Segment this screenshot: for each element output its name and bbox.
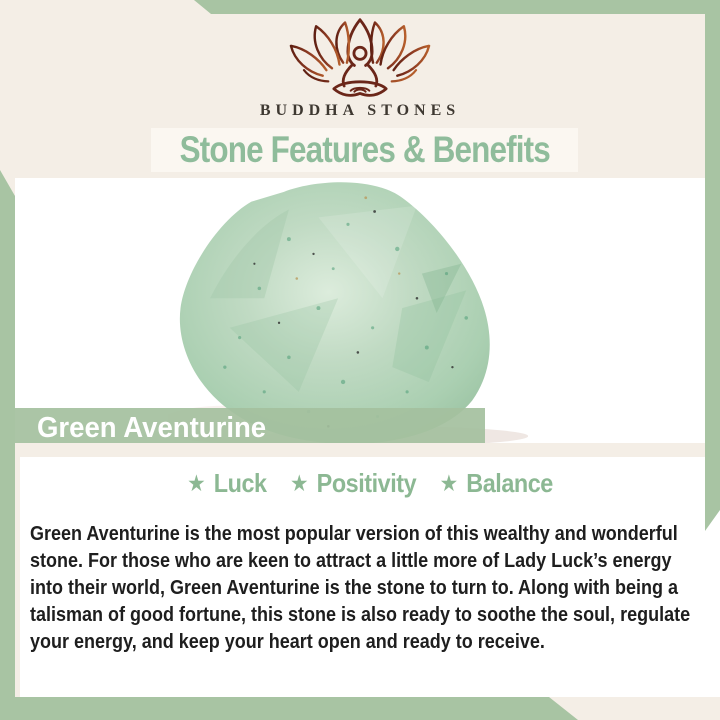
ribbon-bottom [0, 697, 578, 720]
benefit-label: Positivity [316, 468, 417, 498]
ribbon-left [0, 170, 15, 720]
benefit-label: Luck [213, 468, 267, 498]
star-icon: ★ [439, 470, 459, 496]
lotus-meditation-icon [285, 16, 435, 100]
description-card [20, 457, 720, 697]
stone-name-band [15, 408, 485, 443]
ribbon-right [705, 0, 720, 532]
ribbon-top [0, 0, 720, 14]
benefit-balance [440, 468, 553, 499]
stone-name: Green Aventurine [37, 411, 267, 443]
heading-banner [151, 128, 578, 172]
benefit-label: Balance [466, 468, 553, 498]
page-title: Stone Features & Benefits [179, 129, 550, 170]
green-aventurine-stone [168, 180, 528, 443]
brand-name: BUDDHA STONES [259, 102, 461, 119]
star-icon: ★ [289, 470, 309, 496]
benefit-positivity [290, 468, 416, 499]
benefits-row [55, 468, 685, 499]
star-icon: ★ [187, 470, 206, 496]
stone-description: Green Aventurine is the most popular version of this wealthy and wonderful stone. For those who are keen to attract a little more of Lady Luck’s energy into their world, Green Aventurine is the stone to turn to. Along with being a talisman of good fortune, this stone is also ready to soothe the soul, regulate your energy, and keep your heart open and ready to receive. [30, 523, 691, 653]
benefit-luck [187, 468, 266, 499]
stone-photo [15, 178, 706, 443]
